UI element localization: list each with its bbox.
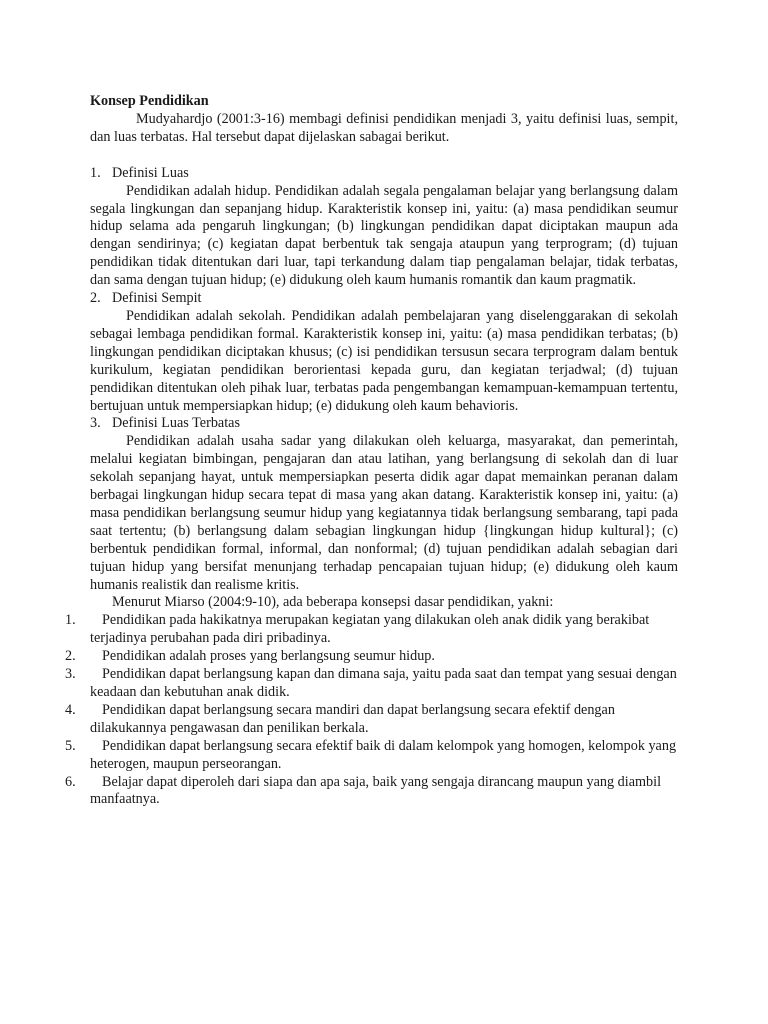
section-heading-definisi-sempit [90, 290, 678, 308]
document-body [65, 93, 678, 809]
concept-list-item [65, 701, 678, 738]
list-number: 5. [65, 737, 76, 754]
section-number: 2. [90, 290, 101, 307]
section-heading-label: Definisi Sempit [112, 290, 202, 307]
list-item-text: Belajar dapat diperoleh dari siapa dan apa saja, baik yang sengaja dirancang maupun yang diambil manfaatnya. [90, 773, 662, 808]
list-number: 2. [65, 648, 76, 665]
list-item-text: Pendidikan adalah proses yang berlangsung seumur hidup. [102, 648, 435, 665]
concept-list-item [65, 666, 678, 702]
section-body-definisi-luas-terbatas: Pendidikan adalah usaha sadar yang dilakukan oleh keluarga, masyarakat, dan pemerintah, melalui kegiatan bimbingan, pengajaran dan atau latihan, yang berlangsung di sekolah dan di luar sekolah sepanjang hayat, untuk mempersiapkan peserta didik agar dapat memainkan peranan dalam berbagai lingkungan hidup secara tepat di masa yang akan datang. Karakteristik konsep ini, yaitu: (a) masa pendidikan berlangsung seumur hidup yang kegiatannya tidak berlangsung sembarang, tapi pada saat tertentu; (b) berlangsung dalam sebagian lingkungan hidup {lingkungan hidup kultural}; (c) berbentuk pendidikan formal, informal, dan nonformal; (d) tujuan pendidikan adalah sebagian dari tujuan hidup yang bersifat menunjang terhadap pencapaian tujuan hidup; (e) didukung oleh kaum humanis realistik dan realisme kritis. [90, 433, 678, 593]
section-number: 1. [90, 164, 101, 181]
concept-list-item [65, 648, 678, 666]
concept-list-item [65, 612, 678, 648]
section-number: 3. [90, 415, 101, 432]
section-heading-definisi-luas-terbatas [90, 415, 678, 433]
blank-line [90, 147, 678, 165]
list-item-text: Pendidikan dapat berlangsung secara mandiri dan dapat berlangsung secara efektif dengan dilakukannya pengawasan dan penilikan berkala. [90, 701, 615, 736]
intro-paragraph: Mudyahardjo (2001:3-16) membagi definisi pendidikan menjadi 3, yaitu definisi luas, sempit, dan luas terbatas. Hal tersebut dapat dijelaskan sabagai berikut. [90, 110, 678, 145]
list-item-text: Pendidikan pada hakikatnya merupakan kegiatan yang dilakukan oleh anak didik yang berakibat terjadinya perubahan pada diri pribadinya. [90, 612, 650, 647]
list-item-text: Pendidikan dapat berlangsung kapan dan dimana saja, yaitu pada saat dan tempat yang sesuai dengan keadaan dan kebutuhan anak didik. [90, 666, 677, 700]
concept-list-item [65, 773, 678, 810]
list-number: 6. [65, 773, 76, 790]
miarso-intro-paragraph: Menurut Miarso (2004:9-10), ada beberapa konsepsi dasar pendidikan, yakni: [112, 594, 554, 611]
concept-list-item [65, 737, 678, 774]
section-body-definisi-sempit: Pendidikan adalah sekolah. Pendidikan adalah pembelajaran yang diselenggarakan di sekolah sebagai lembaga pendidikan formal. Karakteristik konsep ini, yaitu: (a) masa pendidikan terbatas; (b) lingkungan pendidikan diciptakan khusus; (c) isi pendidikan tersusun secara terprogram dalam bentuk kurikulum, kegiatan pendidikan berorientasi kepada guru, dan kegiatan terjadwal; (d) tujuan pendidikan ditentukan oleh pihak luar, terbatas pada pengembangan kemampuan-kemampuan tertentu, bertujuan untuk mempersiapkan hidup; (e) didukung oleh kaum behavioris. [90, 307, 678, 414]
section-heading-definisi-luas [90, 165, 678, 183]
section-body-definisi-luas: Pendidikan adalah hidup. Pendidikan adalah segala pengalaman belajar yang berlangsung dalam segala lingkungan dan sepanjang hidup. Karakteristik konsep ini, yaitu: (a) masa pendidikan seumur hidup selama ada pengaruh lingkungan; (b) lingkungan pendidikan dapat diciptakan maupun ada dengan sendirinya; (c) kegiatan dapat berbentuk tak sengaja ataupun yang terprogram; (d) tujuan pendidikan tidak ditentukan dari luar, tapi terkandung dalam tiap pengalaman belajar, tidak terbatas, dan sama dengan tujuan hidup; (e) didukung oleh kaum humanis romantik dan kaum pragmatik. [90, 182, 678, 289]
section-heading-label: Definisi Luas Terbatas [112, 415, 240, 432]
list-number: 3. [65, 666, 76, 683]
list-number: 1. [65, 612, 76, 629]
list-number: 4. [65, 701, 76, 718]
document-title: Konsep Pendidikan [90, 93, 209, 109]
list-item-text: Pendidikan dapat berlangsung secara efektif baik di dalam kelompok yang homogen, kelompok yang heterogen, maupun perseorangan. [90, 737, 677, 772]
section-heading-label: Definisi Luas [112, 164, 189, 181]
